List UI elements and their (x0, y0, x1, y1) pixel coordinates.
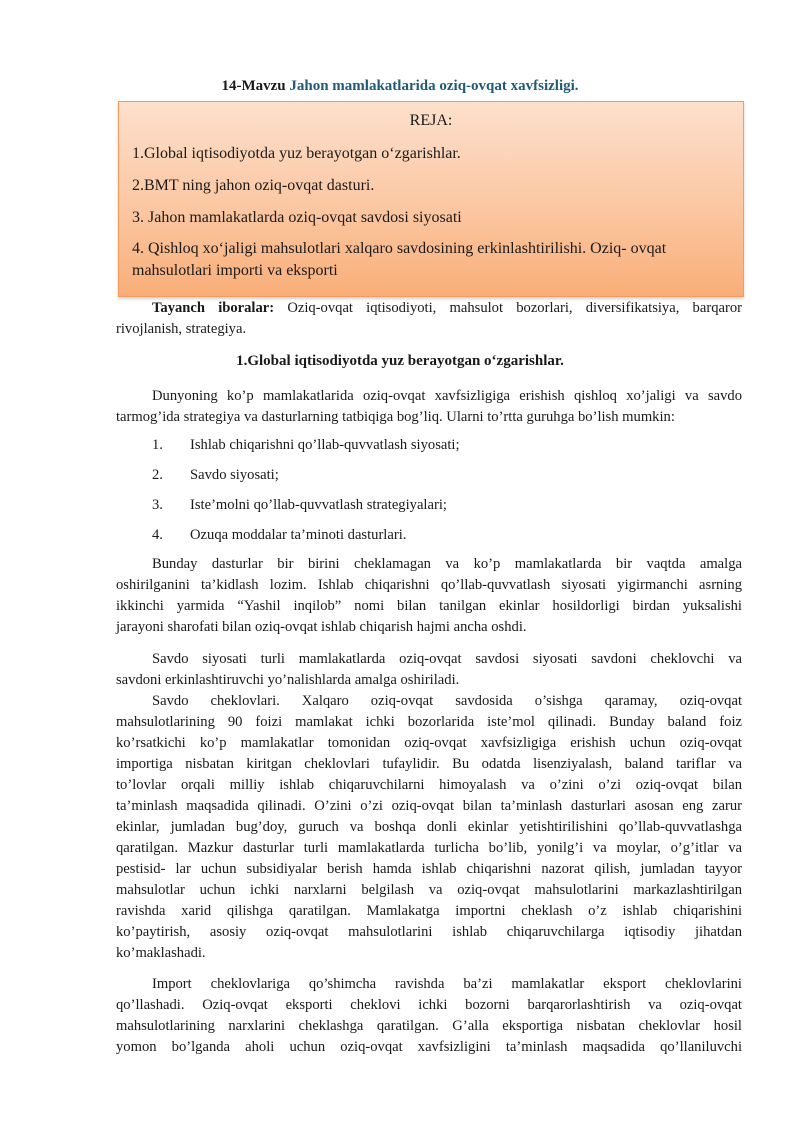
paragraph-line: Import cheklovlariga qo’shimcha ravishda ba’zi mamlakatlar eksport cheklovlarini (152, 976, 742, 992)
list-text: Iste’molni qo’llab-quvvatlash strategiyalari; (190, 497, 447, 513)
paragraph-line: Savdo siyosati turli mamlakatlarda oziq-ovqat savdosi siyosati savdoni cheklovchi va (152, 651, 742, 667)
lecture-topic: Jahon mamlakatlarida oziq-ovqat xavfsizligi. (289, 78, 579, 94)
paragraph-line: mahsulotlarining 90 foizi mamlakat ichki bozorlarida iste’mol qilinadi. Bunday baland foiz (116, 714, 742, 730)
paragraph-line: mahsulotlarining narxlarini cheklashga qaratilgan. G’alla eksportiga nisbatan cheklovlar hosil (116, 1018, 742, 1034)
plan-item-4: 4. Qishloq xo‘jaligi mahsulotlari xalqaro savdosining erkinlashtirilishi. Oziq- ovqat (132, 240, 667, 257)
plan-item-3: 3. Jahon mamlakatlarda oziq-ovqat savdosi siyosati (132, 209, 462, 226)
plan-box (118, 101, 744, 297)
paragraph-line: ravishda xarid qilishga qaratilgan. Mamlakatga importni cheklash o’z ishlab chiqarishini (116, 903, 742, 919)
paragraph-line: pestisid- lar uchun subsidiyalar berish hamda ishlab chiqarishni nazorat qilish, jumladan tayyor (116, 861, 742, 877)
paragraph-line: ikkinchi yarmida “Yashil inqilob” nomi bilan tanilgan ekinlar hosildorligi birdan yuksalishi (116, 598, 742, 614)
paragraph-line: savdoni erkinlashtiruvchi yo’nalishlarda amalga oshiriladi. (116, 672, 460, 688)
list-text: Savdo siyosati; (190, 467, 279, 483)
list-number: 2. (152, 467, 163, 483)
section-heading: 1.Global iqtisodiyotda yuz berayotgan o‘zgarishlar. (236, 353, 564, 369)
paragraph-line: yomon bo’lganda aholi uchun oziq-ovqat xavfsizligini ta’minlash maqsadida qo’llaniluvchi (116, 1039, 742, 1055)
body-paragraph-3 (116, 691, 742, 964)
key-terms (116, 298, 742, 340)
paragraph-line: mahsulotlar uchun ichki narxlarni belgilash va oziq-ovqat mahsulotlarini markazlashtirilgan (116, 882, 742, 898)
list-text: Ishlab chiqarishni qo’llab-quvvatlash siyosati; (190, 437, 460, 453)
paragraph-line: qo’llashadi. Oziq-ovqat eksporti cheklovi ichki bozorni barqarorlashtirish va oziq-ovqat (116, 997, 742, 1013)
body-paragraph-1 (116, 554, 742, 638)
key-terms-text: Oziq-ovqat iqtisodiyoti, mahsulot bozorlari, diversifikatsiya, barqaror (287, 300, 742, 316)
paragraph-line: ko’maklashadi. (116, 945, 206, 961)
plan-item-1: 1.Global iqtisodiyotda yuz berayotgan o‘zgarishlar. (132, 145, 461, 162)
paragraph-line: ta’minlash maqsadida qilinadi. O’zini o’zi oziq-ovqat bilan ta’minlash dasturlari asosan eng zarur (116, 798, 742, 814)
list-number: 1. (152, 437, 163, 453)
plan-item-2: 2.BMT ning jahon oziq-ovqat dasturi. (132, 177, 375, 194)
paragraph-line: qaratilgan. Mazkur dasturlar turli mamlakatlarda turlicha bo’lib, yonilg’i va moylar, o’g’itlar va (116, 840, 742, 856)
plan-heading: REJA: (409, 112, 453, 129)
paragraph-line: oshirilganini ta’kidlash lozim. Ishlab chiqarishni qo’llab-quvvatlash siyosati yigirmanchi asrning (116, 577, 742, 593)
paragraph-line: importiga nisbatan kiritgan cheklovlari tufaylidir. Bu odatda lisenziyalash, baland tariflar va (116, 756, 742, 772)
paragraph-line: ko’paytirish, asosiy oziq-ovqat mahsulotlarini ishlab chiqaruvchilarga iqtisodiy jihatdan (116, 924, 742, 940)
paragraph-line: jarayoni sharofati bilan oziq-ovqat ishlab chiqarish hajmi ancha oshdi. (116, 619, 527, 635)
body-paragraph-4 (116, 974, 742, 1058)
list-number: 3. (152, 497, 163, 513)
lecture-number: 14-Mavzu (221, 78, 286, 94)
list-number: 4. (152, 527, 163, 543)
intro-line-2: tarmog’ida strategiya va dasturlarning tatbiqiga bog’liq. Ularni to’rtta guruhga bo’lish mumkin: (116, 409, 675, 425)
plan-item-4-continued: mahsulotlari importi va eksporti (132, 262, 338, 279)
paragraph-line: Savdo cheklovlari. Xalqaro oziq-ovqat savdosida o’sishga qaramay, oziq-ovqat (152, 693, 742, 709)
key-terms-text-continued: rivojlanish, strategiya. (116, 321, 247, 337)
intro-line-1: Dunyoning ko’p mamlakatlarida oziq-ovqat xavfsizligiga erishish qishloq xo’jaligi va savdo (152, 388, 742, 404)
lecture-title (0, 78, 800, 95)
paragraph-line: to’lovlar orqali milliy ishlab chiqaruvchilarni himoyalash va o’zini o’zi oziq-ovqat bilan (116, 777, 742, 793)
paragraph-line: ko’rsatkichi ko’p mamlakatlar tomonidan oziq-ovqat xavfsizligiga erishish uchun oziq-ovqat (116, 735, 742, 751)
paragraph-line: Bunday dasturlar bir birini cheklamagan va ko’p mamlakatlarda bir vaqtda amalga (152, 556, 742, 572)
intro-paragraph (116, 386, 742, 428)
key-terms-label: Tayanch iboralar: (152, 300, 275, 316)
list-text: Ozuqa moddalar ta’minoti dasturlari. (190, 527, 407, 543)
body-paragraph-2 (116, 649, 742, 691)
paragraph-line: ekinlar, jumladan bug’doy, guruch va boshqa donli ekinlar yetishtirilishini qo’llab-quvvatlashga (116, 819, 742, 835)
